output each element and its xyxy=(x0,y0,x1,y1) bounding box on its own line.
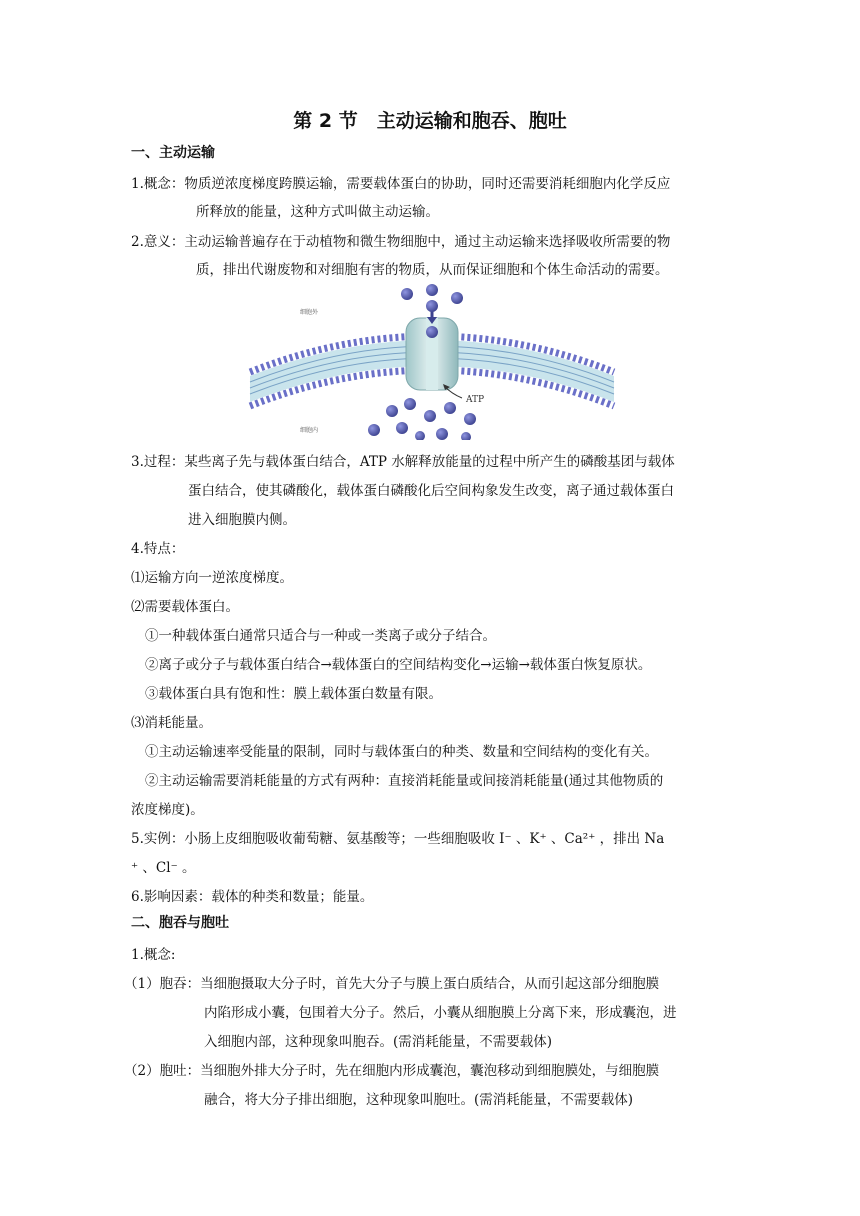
feature-3: ⑶消耗能量。 xyxy=(131,715,212,731)
process-line-2: 蛋白结合，使其磷酸化，载体蛋白磷酸化后空间构象发生改变，离子通过载体蛋白 xyxy=(188,483,674,499)
meaning-line-1: 2.意义：主动运输普遍存在于动植物和微生物细胞中，通过主动运输来选择吸收所需要的物 xyxy=(131,234,671,250)
concept2-heading: 1.概念: xyxy=(131,947,176,963)
process-line-1: 3.过程：某些离子先与载体蛋白结合，ATP 水解释放能量的过程中所产生的磷酸基团与载体 xyxy=(131,454,675,470)
example-line-2: ⁺ 、Cl⁻ 。 xyxy=(131,860,196,876)
atp-label: ATP xyxy=(466,395,485,405)
ions-outside xyxy=(401,284,463,312)
factors-line: 6.影响因素：载体的种类和数量；能量。 xyxy=(131,889,374,905)
endocytosis-line-1: （1）胞吞：当细胞摄取大分子时，首先大分子与膜上蛋白质结合，从而引起这部分细胞膜 xyxy=(124,976,660,992)
feature-2c: ③载体蛋白具有饱和性：膜上载体蛋白数量有限。 xyxy=(145,686,442,702)
feature-2: ⑵需要载体蛋白。 xyxy=(131,599,239,615)
section-heading-active-transport: 一、主动运输 xyxy=(131,145,215,161)
page-title: 第 2 节 主动运输和胞吞、胞吐 xyxy=(293,110,567,132)
inside-label: 细胞内 xyxy=(300,427,319,434)
feature-1: ⑴运输方向一逆浓度梯度。 xyxy=(131,570,293,586)
feature-2a: ①一种载体蛋白通常只适合与一种或一类离子或分子结合。 xyxy=(145,628,496,644)
carrier-protein xyxy=(406,304,458,390)
meaning-line-2: 质，排出代谢废物和对细胞有害的物质，从而保证细胞和个体生命活动的需要。 xyxy=(196,262,669,278)
outside-label: 细胞外 xyxy=(300,309,319,316)
process-line-3: 进入细胞膜内侧。 xyxy=(188,512,296,528)
exocytosis-line-2: 融合，将大分子排出细胞，这种现象叫胞吐。(需消耗能量，不需要载体) xyxy=(204,1092,634,1108)
concept-line-1: 1.概念：物质逆浓度梯度跨膜运输，需要载体蛋白的协助，同时还需要消耗细胞内化学反应 xyxy=(131,176,671,192)
ions-inside xyxy=(368,398,476,440)
active-transport-figure xyxy=(244,284,620,440)
feature-3b-line-2: 浓度梯度)。 xyxy=(131,802,204,818)
feature-2b: ②离子或分子与载体蛋白结合→载体蛋白的空间结构变化→运输→载体蛋白恢复原状。 xyxy=(145,657,652,673)
example-line-1: 5.实例：小肠上皮细胞吸收葡萄糖、氨基酸等；一些细胞吸收 I⁻ 、K⁺ 、Ca²⁺ ，排出 Na xyxy=(131,831,665,847)
features-heading: 4.特点： xyxy=(131,541,185,557)
concept-line-2: 所释放的能量，这种方式叫做主动运输。 xyxy=(196,204,439,220)
section-heading-endo-exo: 二、胞吞与胞吐 xyxy=(131,915,229,931)
exocytosis-line-1: （2）胞吐：当细胞外排大分子时，先在细胞内形成囊泡，囊泡移动到细胞膜处，与细胞膜 xyxy=(124,1063,660,1079)
endocytosis-line-3: 入细胞内部，这种现象叫胞吞。(需消耗能量，不需要载体) xyxy=(204,1034,553,1050)
endocytosis-line-2: 内陷形成小囊，包围着大分子。然后，小囊从细胞膜上分离下来，形成囊泡，进 xyxy=(204,1005,677,1021)
feature-3a: ①主动运输速率受能量的限制，同时与载体蛋白的种类、数量和空间结构的变化有关。 xyxy=(145,744,658,760)
feature-3b-line-1: ②主动运输需要消耗能量的方式有两种：直接消耗能量或间接消耗能量(通过其他物质的 xyxy=(145,773,664,789)
